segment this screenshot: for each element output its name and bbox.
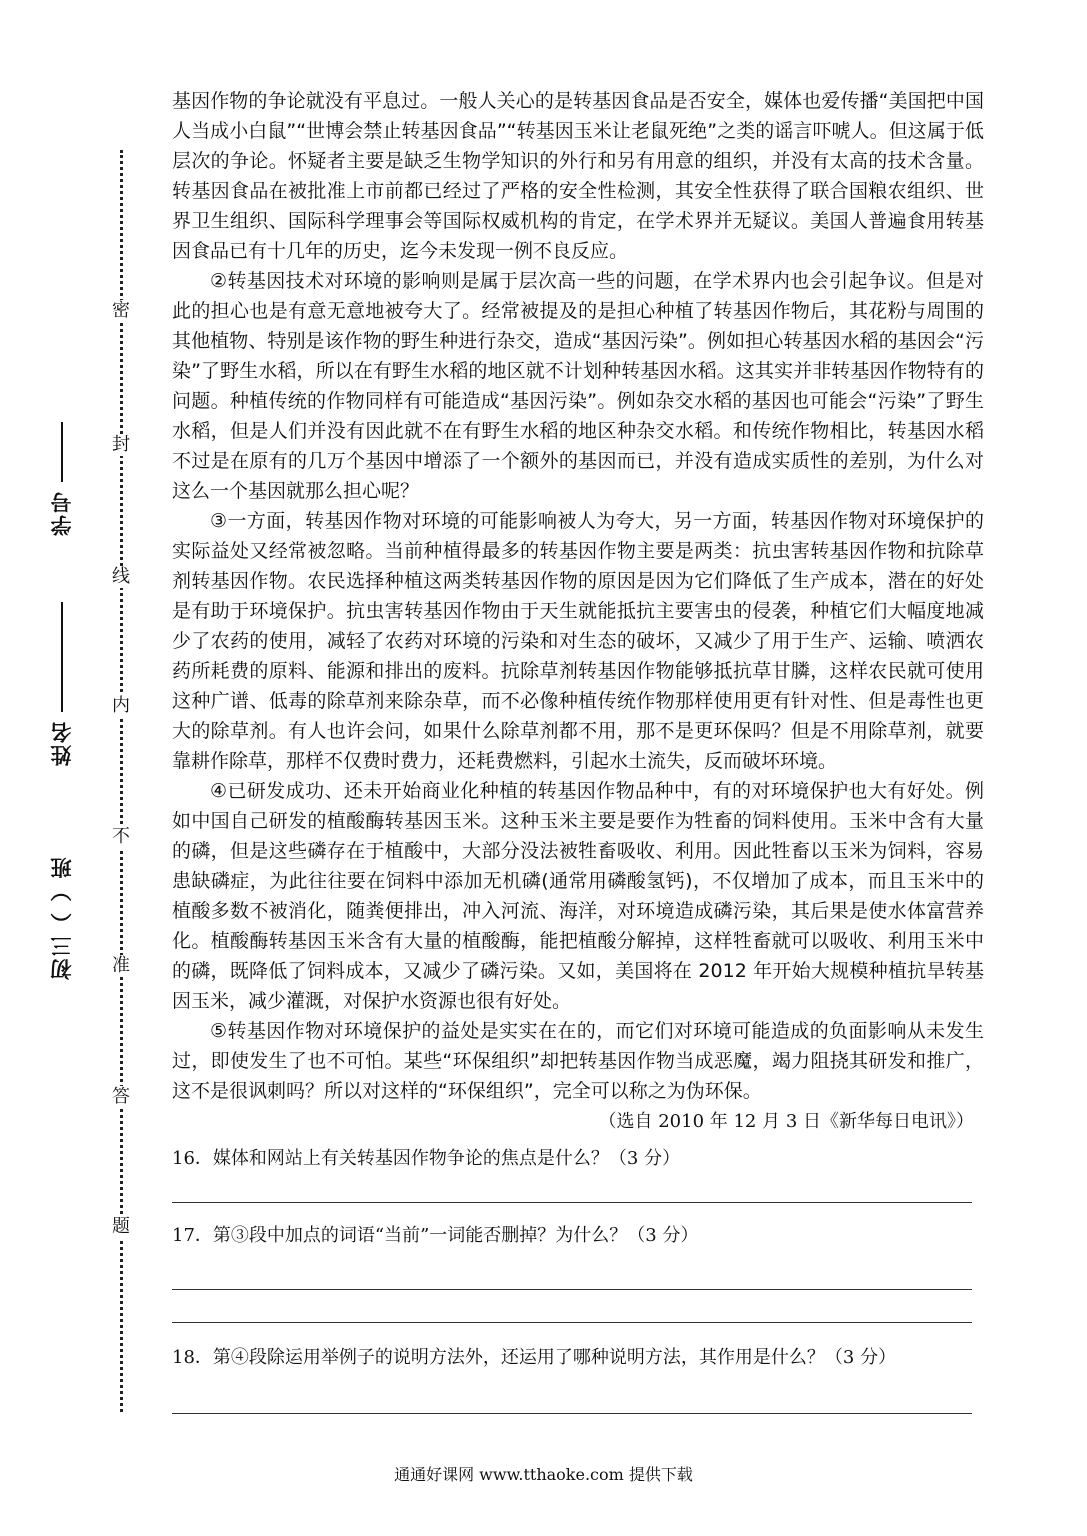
question-17-text: 17．第③段中加点的词语“当前”一词能否删掉？为什么？（3 分） — [172, 1225, 699, 1246]
answer-line[interactable] — [172, 1373, 972, 1414]
question-16 — [172, 1144, 984, 1203]
passage-source: （选自 2010 年 12 月 3 日《新华每日电讯》） — [598, 1111, 974, 1132]
answer-line[interactable] — [172, 1251, 972, 1290]
seal-char-3: 线 — [112, 566, 130, 587]
class-label: 初三（ ）班 — [50, 855, 74, 980]
paragraph-1: 基因作物的争论就没有平息过。一般人关心的是转基因食品是否安全，媒体也爱传播“美国把中国人当成小白鼠”“世博会禁止转基因食品”“转基因玉米让老鼠死绝”之类的谣言吓唬人。但这属于低层次的争论。怀疑者主要是缺乏生物学知识的外行和另有用意的组织，并没有太高的技术含量。转基因食品在被批准上市前都已经过了严格的安全性检测，其安全性获得了联合国粮农组织、世界卫生组织、国际科学理事会等国际权威机构的肯定，在学术界并无疑议。美国人普遍食用转基因食品已有十几年的历史，迄今未发现一例不良反应。 — [172, 90, 984, 262]
seal-char-4: 内 — [112, 695, 130, 716]
question-17 — [172, 1221, 984, 1323]
seal-char-1: 密 — [112, 300, 130, 321]
question-18-text: 18．第④段除运用举例子的说明方法外，还运用了哪种说明方法，其作用是什么？（3 分） — [172, 1347, 897, 1368]
seal-char-5: 不 — [112, 826, 130, 847]
reading-passage — [172, 86, 984, 1414]
student-number-field[interactable] — [48, 418, 76, 536]
answer-line[interactable] — [172, 1290, 972, 1323]
answer-line[interactable] — [172, 1174, 972, 1203]
student-name-field[interactable] — [48, 596, 76, 766]
seal-char-8: 题 — [112, 1216, 130, 1237]
seal-char-6: 准 — [112, 955, 130, 976]
paragraph-2: ②转基因技术对环境的影响则是属于层次高一些的问题，在学术界内也会引起争议。但是对此的担心也是有意无意地被夸大了。经常被提及的是担心种植了转基因作物后，其花粉与周围的其他植物、特别是该作物的野生种进行杂交，造成“基因污染”。例如担心转基因水稻的基因会“污染”了野生水稻，所以在有野生水稻的地区就不计划种转基因水稻。这其实并非转基因作物特有的问题。种植传统的作物同样有可能造成“基因污染”。例如杂交水稻的基因也可能会“污染”了野生水稻，但是人们并没有因此就不在有野生水稻的地区种杂交水稻。和传统作物相比，转基因水稻不过是在原有的几万个基因中增添了一个额外的基因而已，并没有造成实质性的差别，为什么对这么一个基因就那么担心呢？ — [172, 270, 984, 502]
student-number-blank[interactable] — [61, 422, 63, 482]
question-16-text: 16．媒体和网站上有关转基因作物争论的焦点是什么？（3 分） — [172, 1148, 681, 1169]
paragraph-5: ⑤转基因作物对环境保护的益处是实实在在的，而它们对环境可能造成的负面影响从未发生过，即使发生了也不可怕。某些“环保组织”却把转基因作物当成恶魔，竭力阻挠其研发和推广，这不是很讽刺吗？所以对这样的“环保组织”，完全可以称之为伪环保。 — [172, 1020, 984, 1102]
question-18 — [172, 1343, 984, 1414]
page-footer: 通通好课网 www.tthaoke.com 提供下载 — [394, 1465, 693, 1484]
student-number-label: 学号 — [50, 490, 74, 536]
student-name-blank[interactable] — [61, 602, 63, 712]
seal-char-2: 封 — [112, 434, 130, 455]
paragraph-3: ③一方面，转基因作物对环境的可能影响被人为夸大，另一方面，转基因作物对环境保护的实际益处又经常被忽略。当前种植得最多的转基因作物主要是两类：抗虫害转基因作物和抗除草剂转基因作物。农民选择种植这两类转基因作物的原因是因为它们降低了生产成本，潜在的好处是有助于环境保护。抗虫害转基因作物由于天生就能抵抗主要害虫的侵袭，种植它们大幅度地减少了农药的使用，减轻了农药对环境的污染和对生态的破坏，又减少了用于生产、运输、喷洒农药所耗费的原料、能源和排出的废料。抗除草剂转基因作物能够抵抗草甘膦，这样农民就可使用这种广谱、低毒的除草剂来除杂草，而不必像种植传统作物那样使用更有针对性、但是毒性也更大的除草剂。有人也许会问，如果什么除草剂都不用，那不是更环保吗？但是不用除草剂，就要靠耕作除草，那样不仅费时费力，还耗费燃料，引起水土流失，反而破坏环境。 — [172, 510, 984, 772]
student-name-label: 姓名 — [50, 720, 74, 766]
paragraph-4: ④已研发成功、还未开始商业化种植的转基因作物品种中，有的对环境保护也大有好处。例如中国自己研发的植酸酶转基因玉米。这种玉米主要是要作为牲畜的饲料使用。玉米中含有大量的磷，但是这些磷存在于植酸中，大部分没法被牲畜吸收、利用。因此牲畜以玉米为饲料，容易患缺磷症，为此往往要在饲料中添加无机磷(通常用磷酸氢钙)，不仅增加了成本，而且玉米中的植酸多数不被消化，随粪便排出，冲入河流、海洋，对环境造成磷污染，其后果是使水体富营养化。植酸酶转基因玉米含有大量的植酸酶，能把植酸分解掉，这样牲畜就可以吸收、利用玉米中的磷，既降低了饲料成本，又减少了磷污染。又如，美国将在 2012 年开始大规模种植抗旱转基因玉米，减少灌溉，对保护水资源也很有好处。 — [172, 780, 984, 1012]
seal-char-7: 答 — [112, 1086, 130, 1107]
